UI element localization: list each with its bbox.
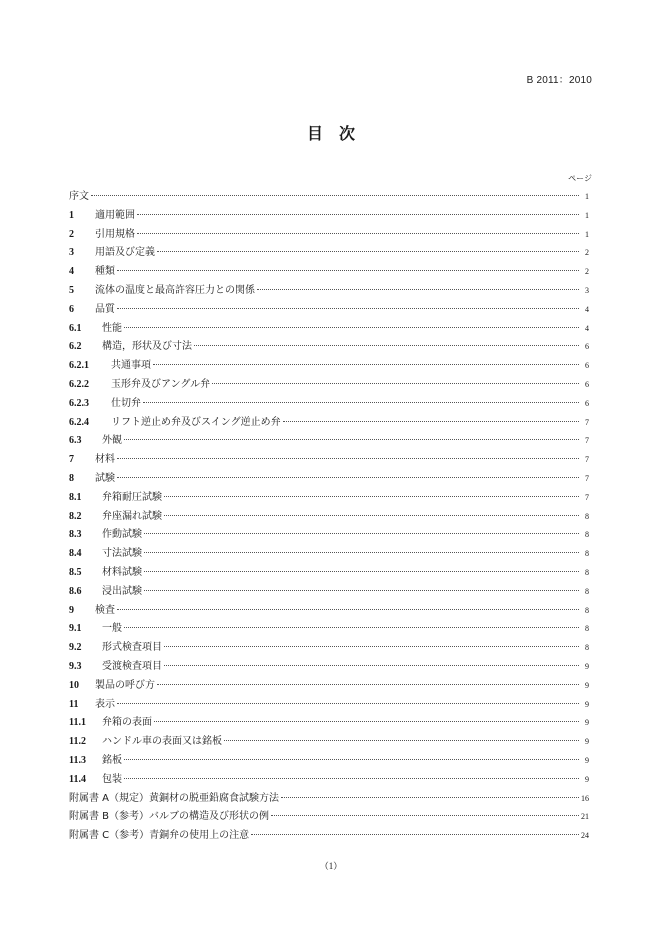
toc-entry-title: 試験 [95,472,115,484]
toc-entry-number: 6.2.1 [69,360,89,372]
toc-entry-page: 9 [585,755,589,765]
toc-entry-title: 用語及び定義 [95,247,155,259]
toc-dot-leader [117,467,579,478]
toc-entry-page: 2 [585,267,589,277]
toc-dot-leader [117,298,579,309]
toc-entry-title: 流体の温度と最高許容圧力との関係 [95,284,255,296]
toc-dot-leader [137,204,579,215]
toc-dot-leader [224,730,579,741]
toc-dot-leader [124,617,579,628]
toc-dot-leader [154,711,579,722]
toc-entry-title: 仕切弁 [111,397,141,409]
toc-entry-page: 1 [585,229,589,239]
toc-entry-number: 9.3 [69,660,82,672]
toc-entry-number: 6.1 [69,322,82,334]
toc-dot-leader [144,580,579,591]
toc-entry-number: 8.3 [69,529,82,541]
toc-dot-leader [164,486,579,497]
toc-entry-page: 9 [585,718,589,728]
toc-entry-number: 3 [69,247,74,259]
toc-entry-page: 7 [585,417,589,427]
toc-dot-leader [144,561,579,572]
toc-entry-page: 7 [585,473,589,483]
toc-entry-number: 6.3 [69,435,82,447]
toc-dot-leader [124,429,579,440]
toc-dot-leader [194,335,579,346]
toc-entry-number: 11.4 [69,773,86,785]
toc-entry-title: 玉形弁及びアングル弁 [111,378,211,390]
page-column-label: ページ [568,174,592,183]
toc-entry-page: 4 [585,304,589,314]
toc-entry-number: 8 [69,472,74,484]
toc-entry-page: 6 [585,398,589,408]
toc-dot-leader [271,805,579,816]
toc-entry-number: 6.2.2 [69,378,89,390]
standard-number: B 2011：2010 [526,75,592,86]
toc-entry-number: 6.2.4 [69,416,89,428]
toc-entry-number: 8.2 [69,510,82,522]
toc-entry-number: 2 [69,228,74,240]
toc-dot-leader [257,279,579,290]
toc-entry-number: 9.1 [69,623,82,635]
toc-entry-page: 9 [585,661,589,671]
toc-dot-leader [283,411,579,422]
toc-entry-page: 8 [585,624,589,634]
toc-dot-leader [117,693,579,704]
toc-entry-page: 8 [585,530,589,540]
toc-entry-page: 3 [585,285,589,295]
toc-dot-leader [157,674,579,685]
toc-entry-number: 6 [69,303,74,315]
toc-entry-page: 7 [585,492,589,502]
toc-entry-title: 共通事項 [111,360,151,372]
toc-entry-page: 16 [581,793,589,803]
toc-entry-title: 弁箱耐圧試験 [102,491,162,503]
toc-entry-number: 8.5 [69,566,82,578]
toc-dot-leader [164,655,579,666]
toc-dot-leader [164,505,579,516]
toc-dot-leader [124,768,579,779]
toc-entry-title: 序文 [69,191,89,202]
toc-entry-title: リフト逆止め弁及びスイング逆止め弁 [111,416,281,428]
toc-entry-number: 7 [69,454,74,466]
toc-entry-page: 8 [585,643,589,653]
toc-entry-page: 24 [581,831,589,841]
table-of-contents [69,187,589,845]
toc-dot-leader [124,749,579,760]
toc-dot-leader [157,241,579,252]
toc-entry-number: 11.3 [69,754,86,766]
toc-dot-leader [117,599,579,610]
toc-entry-title: 弁座漏れ試験 [102,510,162,522]
toc-entry-title: 材料試験 [102,566,142,578]
toc-dot-leader [91,185,579,196]
toc-dot-leader [143,392,579,403]
toc-entry-title: 検査 [95,604,115,616]
toc-entry-title: 種類 [95,266,115,278]
toc-dot-leader [137,223,579,234]
toc-entry-title: 附属書 B（参考）バルブの構造及び形状の例 [69,811,270,823]
toc-entry-title: 性能 [102,322,122,334]
toc-dot-leader [251,824,579,835]
toc-entry-title: 適用範囲 [95,209,135,221]
toc-entry-page: 6 [585,379,589,389]
toc-entry-page: 9 [585,680,589,690]
toc-entry-number: 6.2.3 [69,397,89,409]
toc-entry-title: 形式検査項目 [102,642,162,654]
toc-entry-page: 21 [581,812,589,822]
toc-entry-title: 表示 [95,698,115,710]
toc-entry[interactable] [69,826,589,845]
toc-entry-page: 6 [585,361,589,371]
toc-entry-page: 6 [585,342,589,352]
toc-entry-page: 7 [585,455,589,465]
toc-entry-page: 8 [585,549,589,559]
toc-entry-title: 寸法試験 [102,548,142,560]
toc-dot-leader [164,636,579,647]
page-footer: （1） [319,861,343,871]
toc-entry-title: 品質 [95,303,115,315]
toc-entry-number: 9 [69,604,74,616]
toc-entry-number: 11.2 [69,736,86,748]
toc-entry-title: 外観 [102,435,122,447]
toc-entry-title: 受渡検査項目 [102,660,162,672]
toc-dot-leader [144,523,579,534]
toc-entry-title: 包装 [102,773,122,785]
toc-entry-page: 9 [585,699,589,709]
toc-entry-page: 1 [585,192,589,201]
toc-dot-leader [281,787,579,798]
toc-entry-number: 8.1 [69,491,82,503]
toc-dot-leader [153,354,579,365]
toc-entry-number: 10 [69,679,79,691]
toc-entry-number: 9.2 [69,642,82,654]
toc-dot-leader [212,373,579,384]
toc-dot-leader [124,317,579,328]
toc-entry-page: 9 [585,774,589,784]
toc-entry-title: 附属書 C（参考）青銅弁の使用上の注意 [69,830,250,842]
toc-entry-page: 8 [585,567,589,577]
toc-entry-number: 11.1 [69,717,86,729]
toc-entry-title: 構造，形状及び寸法 [102,341,192,353]
toc-entry-title: 附属書 A（規定）黄銅材の脱亜鉛腐食試験方法 [69,792,280,804]
toc-entry-number: 4 [69,266,74,278]
toc-entry-page: 1 [585,210,589,220]
toc-title: 目 次 [306,124,355,143]
toc-entry-number: 5 [69,284,74,296]
toc-entry-page: 2 [585,248,589,258]
toc-dot-leader [117,260,579,271]
toc-dot-leader [144,542,579,553]
toc-entry-number: 8.6 [69,585,82,597]
toc-entry-page: 8 [585,586,589,596]
toc-entry-page: 8 [585,605,589,615]
toc-entry-number: 1 [69,209,74,221]
toc-entry-title: ハンドル車の表面又は銘板 [102,736,222,748]
toc-entry-number: 11 [69,698,79,710]
toc-entry-title: 一般 [102,623,122,635]
toc-entry-number: 6.2 [69,341,82,353]
toc-dot-leader [117,448,579,459]
toc-entry-number: 8.4 [69,548,82,560]
toc-entry-page: 7 [585,436,589,446]
toc-entry-title: 浸出試験 [102,585,142,597]
toc-entry-page: 8 [585,511,589,521]
toc-entry-title: 材料 [95,454,115,466]
toc-entry-page: 9 [585,737,589,747]
toc-entry-title: 弁箱の表面 [102,717,152,729]
toc-entry-title: 製品の呼び方 [95,679,155,691]
toc-entry-title: 作動試験 [102,529,142,541]
toc-entry-title: 引用規格 [95,228,135,240]
toc-entry-page: 4 [585,323,589,333]
toc-entry-title: 銘板 [102,754,122,766]
